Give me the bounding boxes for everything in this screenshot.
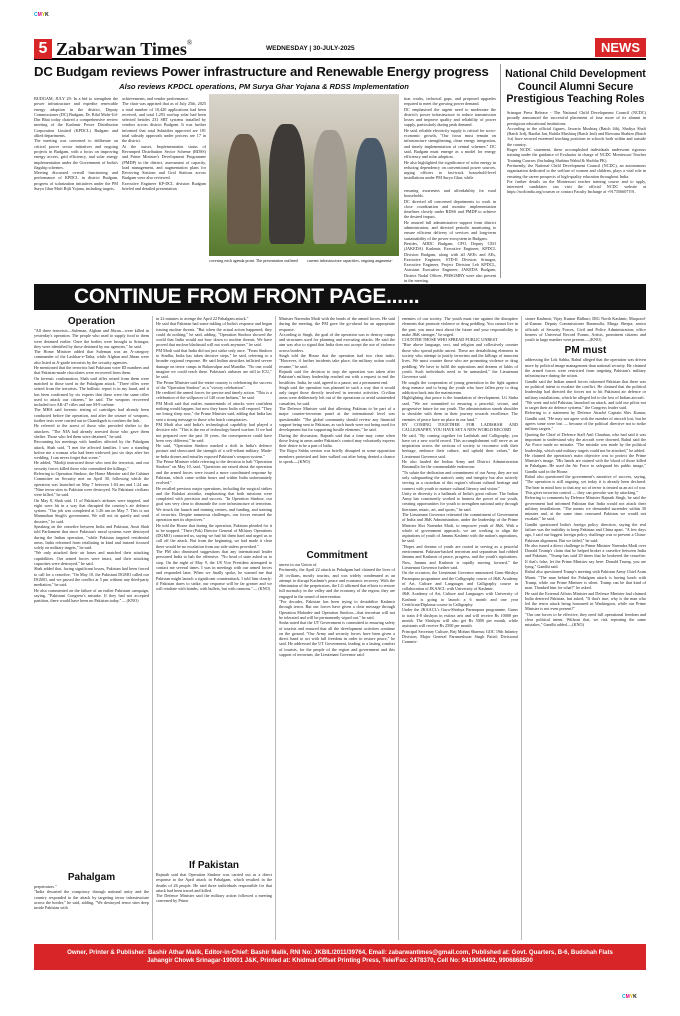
photo-person-4 xyxy=(355,138,387,244)
main-story-col2: achievements, and vendor performance. The chair was apprised that as of July 25th, 2025 a total number of 10,420 applications had been received, and total 1,293 rooftop solar had been selected besides 231 SRT systems installed by vendors across district Budgam. It was further informed that total Subsidies approved are 181 total subsidy approvals under process are 17 in the district. At the outset, Implementation status of Revamped Distribution Sector Scheme (RDSS) and Prime Minister's Development Programme (PMDP) in the district, assessment of capacity, load management, and augmentation plans for Receiving Stations and Grid Stations across Budgam were also reviewed. Executive Engineer KP-DCL division Budgam briefed and detailed presentation xyxy=(122,96,206,192)
photo-person-3 xyxy=(313,130,347,244)
column-rule xyxy=(500,64,501,278)
photo-person-1 xyxy=(227,134,261,244)
continued-col2 xyxy=(156,316,272,940)
pahalgam-body: perpetrators." "India thwarted the conspiracy through national unity and the country responded to the attack by targeting terror infrastructure across the border," he said, adding, "We destroyed terror sites deep inside Pakistan with xyxy=(34,884,149,911)
registration-marks-top xyxy=(34,12,49,18)
main-story-col3-right xyxy=(404,96,496,284)
sidebar-body: Srinagar Press Release - The National Child Development Council (NCDC) proudly announced the successful placement of four more of its alumni in prestigious educational institutions. According to the official figures, Jawaria Mushtaq (Batch 4th), Shafiya Shafi (Batch 3rd), Bazilat Jan, Rahila Mushtaq (Batch 2nd) and Rizwana Shahim (Batch 1st) have secured esteemed teaching positions in schools both within and outside the country. Roger NCDC statement, these accomplished individuals underwent rigorous training under the guidance of Evaluator in charge of NCDC Montessori Teacher Training Courses (Including Shabina Wahid & Shobha PK). Pertinently, the National Child Development Council (NCDC), an autonomous organization dedicated to the welfare of women and children, plays a vital role in ensuring the career prospects of high-quality education throughout India. For further details on the Montessori teacher training course and to apply, interested candidates can visit the official NCDC website at https://ncdcindia.org/courses or contact Faculty Incharge at +917356607191. xyxy=(507,110,646,195)
operation-body: "All three terrorists—Suleman, Afghan and Jibran—were killed in yesterday's operation. The people who used to supply food to them were detained earlier. Once the bodies were brought to Srinagar, they were identified by those detained by our agencies," he said. The Home Minister added that Suleman was an A-category commander of the Lashkar-e-Taiba, while Afghan and Jibran were also listed as A-grade terrorists by the security agencies. He mentioned that the terrorists had Pakistani voter ID numbers and that Pakistan-made chocolates were recovered from them. On forensic confirmation, Shah said rifles seized from them were matched to those used in the Pahalgam attack. "Three rifles were seized from the terrorists. The ballistic report is in my hand, and it has been confirmed by six experts that these were the same rifles used to attack our citizens," he said. The weapons recovered included two AK-47 rifles and one M-9 carbine. The MHA said forensic testing of cartridges had already been conducted before the operation, and after the seizure of weapons, further tests were carried out in Chandigarh to confirm the link. He referred to the arrest of those who provided shelter to the attackers. "The NIA had already arrested those who gave them shelter. Those who fed them were detained," he said. Recounting his meetings with families affected by the Pahalgam attack, Shah said, "I met the affected families. I saw a standing before me a woman who had been widowed just six days after her wedding. I can never forget that scene." He added, "Modiji instructed those who sent the terrorists, and our security forces killed those who committed the killings." Referring to Operation Sindoor, the Home Minister said the Cabinet Committee on Security met on April 30, following which the operation was launched on May 7 between 1:04 am and 1:24 am. "Nine terror sites in Pakistan were destroyed. No Pakistani civilians were killed," he said. On May 8, Shah said, 11 of Pakistan's airbases were targeted, and eight were hit in a way that disrupted the country's air defence system. "Our job was completed at 1:26 am on May 7. This is not Manmohan Singh's government. We will not sit quietly and send dossiers," he said. Speaking on the ceasefire between India and Pakistan, Amit Shah told Parliament that since Pakistan's naval systems were destroyed during the Indian operation, "while Pakistan targeted residential areas, India refrained from retaliating in kind and instead focused solely on military targets," he said. "We only attacked their air bases and matched their attacking capabilities. Our armed forces were intact, and their attacking capacities were destroyed," he said. Shah added that, facing significant losses, Pakistan had been forced to call for a ceasefire. "On May 10, the Pakistani DGMO called our DGMO, and we passed the conflict at 5 pm without any third-party mediation," he said. He also commented on the failure of an earlier Pakistani campaign, saying, "Pakistani Congress's mistake. If they had not accepted partition, there would have been no Pakistan today."— (KNO) xyxy=(34,328,149,604)
operation-heading: Operation xyxy=(67,316,116,327)
main-story-col4: ensuring awareness and affordability for rural households. DC directed all concerned departments to work in close coordination and monitor implementation timelines closely under RDSS and PMDP to achieve the desired impact. He assured full administrative support from district administration, and directed periodic monitoring to ensure efficient delivery of services and long-term sustainability of the power ecosystem in Budgam. Besides, ADDC Budgam, CPO, Deputy CEO (JAKEDA) Kashmir, Executive Engineer, KPDCL Division Budgam, along with all AEEs and AEs, Executive Engineer, STD-II Division Srinagar, Executive Engineer, Project Division Leh KPDCL, Assistant Executive Engineer, JAKEDA Budgam, District Nodal Officer, PMSGMBY were also present in the meeting. xyxy=(404,188,496,284)
page-number: 5 xyxy=(34,39,52,59)
pahalgam-heading: Pahalgam xyxy=(67,872,116,883)
caption-part-b: current infrastructure capacities, ongoing augmenta- xyxy=(307,258,393,263)
commitment-heading: Commitment xyxy=(306,550,368,561)
continued-col5 xyxy=(525,316,646,940)
pm-speech-body: in 22 minutes to avenge the April 22 Pahalgam attack." He said that Pakistan had some inkling of India's response and began issuing nuclear threats. "But when the actual action happened, they could do nothing," he said, adding, "Operation Sindoor showed the world that India would not bow down to nuclear threats. We have proved that nuclear blackmail will not work anymore," he said. PM Modi said that India did not just strike only once. "From Sindoor to Sindhu, India has taken decisive steps," he said, referring to a broader regional response. He said Indian airstrikes inflicted severe damage on terror camps in Bahawalpur and Muridke. "No one could imagine we could reach there. Pakistan's airbases are still in ICU," he said. The Prime Minister said the entire country is celebrating the success of the "Operation Sindoor" as a "victory celebration". He credited the armed forces for precise and timely action. "This is a celebration of the willpower of 140 crore Indians," he said. PM Modi said that earlier, masterminds of attacks were confident nothing would happen, but now they know India will respond. "They are losing sleep now," the Prime Minister said, adding that India has sent a strong message to those who hatch conspiracies. PM Modi also said India's technological capability had played a decisive role. "This is the era of technology-based warfare. If we had not prepared over the past 10 years, the consequences could have been very different," he said. He said, "Operation Sindoor marked a shift in India's defence posture and showcased the strength of a self-reliant military. Made-in-India drones and missiles exposed Pakistan's weapon system." The Prime Minister while referring to the decision to halt "Operation Sindoor" on May 10, said, "Questions are raised about the operation and the armed forces were issued a more coordinated response by Pakistan, which came within hours and within India unfortunately evolved." He recalled previous major operations, including the surgical strikes and the Balakot airstrike, emphasising that both missions were completed with precision and success. "In Operation Sindoor, our goal was very clear to dismantle the core infrastructure of terrorism. We struck the launch and training centres, and funding, and training of terrorists. Despite numerous challenges, our forces ensured the operation met its objectives." He told the House that during the operation, Pakistan pleaded for it to be stopped. "Their (Pak) Director General of Military Operations (DGMO) contacted us, saying we had hit them hard and urged us to call off the attack. But from the beginning, we had made it clear there would be no escalation from our side unless provoked." The PM also dismissed suggestions that any international leader pressured India to halt the offensive. "No head of state asked us to stop. On the night of May 9, the US Vice President attempted to contact me several times. I was in meetings with our armed forces and responded later. When we finally spoke, he warned me that Pakistan might launch a significant counterattack. I told him clearly: if Pakistan dares to strike, our response will be far greater and we will retaliate with bombs, with bullets, but with cannons."— (KNO) xyxy=(156,316,272,592)
main-headline: DC Budgam reviews Power infrastructure and Renewable Energy progress xyxy=(34,64,489,79)
dateline: WEDNESDAY | 30-JULY-2025 xyxy=(266,45,355,52)
registration-marks-bottom xyxy=(622,994,637,1000)
photo-person-2 xyxy=(269,124,305,244)
divider-2 xyxy=(275,316,276,940)
main-story-col3-text: tion works, technical gaps, and proposed upgrades required to meet the growing power demand. DC emphasised the urgent need to modernize the district's power infrastructure to reduce transmission losses and improve quality and reliability of power supply, particularly during peak demand. He said, reliable electricity supply is critical for socio-economic growth, "Our focus must remain on infrastructure strengthening, clean energy integration, and timely implementation of central schemes." DC said, Budgam must emerge as a model for energy efficiency and solar adoption. He also highlighted the significance of solar energy in reducing dependency on conventional power sources, urging officers to fast-track household-level installations under PM Surya Ghar, while xyxy=(404,96,496,181)
masthead-title: Zabarwan Times xyxy=(56,39,187,59)
page-header xyxy=(34,38,646,60)
imprint-line-1: Owner, Printer & Publisher: Bashir Athar Malik, Editor-in-Chief: Bashir Malik, RNI No: JKBIL/2011/39764, Email: zabarwantimes@gmail.com, Published at: Govt. Quarters, B-6, Budshah Flats xyxy=(67,949,613,956)
divider-1 xyxy=(152,316,153,940)
section-badge: NEWS xyxy=(595,38,646,57)
main-subheadline: Also reviews KPDCL operations, PM Surya Ghar Yojana & RDSS Implementation xyxy=(119,82,409,91)
sidebar-headline: National Child Development Council Alumni Secure Prestigious Teaching Roles xyxy=(505,68,646,105)
continued-col1 xyxy=(34,316,149,940)
mark-c: C xyxy=(34,12,38,18)
news-photo xyxy=(209,94,399,256)
imprint-footer xyxy=(34,944,646,970)
continued-col3 xyxy=(279,316,395,940)
lg-continuation-body: sioner Kashmir, Vijay Kumar Bidhuri; DIG North Kashmir, Maqsood-ul-Zaman; Deputy Commissioner Baramulla, Minga Sherpa; senior officials of Security Forces, Civil and Police Administration; office bearers of Universal Record Forum, Artists, prominent citizens and youth in large number were present.—(KNO) xyxy=(525,316,646,343)
commitment-body: unrest in our Union of. Pertinently, the April 22 attack in Pahalgam had claimed the lives of 26 civilians, mostly tourists, and was widely condemned as an attempt to disrupt Kashmir's peace and economic recovery. With the elimination of the perpetrators, the LG affirmed that efforts to restore full normalcy in the valley and the economy of the region, they are engaged in the sound of intervention. "For decades, Pakistan has been trying to destabilise Kashmir through terror. But our forces have given a clear message through Operation Mahadev and Operation Sindoor—that terrorism will not be tolerated and will be permanently wiped out," he said. Sinha noted that the UT Government is committed to ensuring safety of tourists and ensured that all the development activities continue on the ground. "Our Army and security forces have been given a direct hand to act with full freedom in order to restore peace," he said. He addressed the UT Government, leading to a lasting comfort of tourists, for the people of the region and government and this support of terrorism, the Lieutenant Governor said. xyxy=(279,562,396,658)
rajnath-body: Minister Narendra Modi with the heads of the armed forces. He said during the meeting, the PM gave the go-ahead for an appropriate response. According to Singh, the goal of the operation was to destroy camps and structures used for planning and executing attacks. He said the aim was also to signal that India does not accept the use of violence across borders. Singh told the House that the operation had two clear tasks. "However, if further incidents take place, the military action could resume," he said. Rajnath said the decision to stop the operation was taken after Pakistan's military leadership reached out with a request to end the hostilities. India, he said, agreed to a pause, not a permanent end. Singh said the operation was planned in such a way that it would only target those directly involved in terrorist activities. Civilian areas were deliberately left out of the operations to avoid unintended casualties, he said. The Defence Minister said that allowing Pakistan to be part of a major counter-terrorism panel at the international level was questionable. "The global community should review any financial support being sent to Pakistan, as such funds were not being used for development but for supporting hostile elements," he said. During the discussion, Rajnath said that a time may come when those living in areas under Pakistan's control may voluntarily express their desire to be a part of India. The Rajya Sabha session was briefly disrupted as some opposition members protested and later walked out after being denied a chance to speak.—(KNO) xyxy=(279,316,396,465)
mark-c-bottom: C xyxy=(622,994,626,1000)
pm-must-heading: PM must xyxy=(564,345,607,357)
if-pakistan-heading: If Pakistan xyxy=(188,860,240,871)
mark-k-bottom: K xyxy=(633,994,637,1000)
pm-must-body: addressing the Lok Sabha, Rahul alleged that the operation was driven more by political image management than national security. He claimed the armed forces were restricted from targeting Pakistan's military infrastructure during the action. Gandhi said the Indian armed forces informed Pakistan that there was no political intent to escalate the conflict. He claimed that the political leadership had directed the forces not to hit Pakistani air defence or military installations, which he alleged led to the loss of Indian aircraft. "We went and told Pakistan, launched an attack, and told our pilots not to target their air defence systems," the Congress leader said. Referring to a statement by Defence Attaché Captain Shiv Kumar, Gandhi said, "He may not agree with the number of aircraft lost, but he agrees some were lost — because of the political directive not to strike military targets." Quoting the Chief of Defence Staff Anil Chauhan, who had said it was important to understand why the aircraft were downed, Rahul said the Air Force made no mistake. "The mistake was made by the political leadership, which said military targets could not be attacked," he added. He claimed the operation's main objective was to protect the Prime Minister's image. "His hands are stained with the blood of those killed in Pahalgam. He used the Air Force to safeguard his public image," Gandhi said in the House. Rahul also questioned the government's narrative of success, saying, "The operation is still ongoing, yet today it is already been declared. The bear in mind how to that any act of terror is treated as an act of war. This gives terrorists control — they can provoke war by attacking." Referring to comments by Defence Minister Rajnath Singh, he said the government had informed Pakistan that India would not attack their military installations. "The means we demanded surrender within 30 minutes and, at the same time, reassured Pakistan we would not escalate," he said. Gandhi questioned India's foreign policy direction, saying the real failure was the inability to keep Pakistan and China apart. "A few days ago, I said our biggest foreign policy challenge was to prevent a China-Pakistan alignment. But we failed," he said. He also issued a direct challenge to Prime Minister Narendra Modi over Donald Trump's claim that he helped broker a ceasefire between India and Pakistan. "Trump has said 29 times that he brokered the ceasefire. If that's false, let the Prime Minister say here: Donald Trump, you are lying," Gandhi said. Rahul also questioned Trump's meeting with Pakistan Army Chief Asim Munir. "The man behind the Pahalgam attack is having lunch with Trump, while our Prime Minister is silent. Trump can be that kind of man. Thanked him for what?" he asked. He said the External Affairs Minister and Defence Minister had claimed India deterred Pakistan, but asked, "If that's true, why is the man who led the terror attack being honoured in Washington, while our Prime Minister is not even present?" "Our one forces to be effective, they need full operational freedom and clear political intent. Without that, we risk repeating the same mistakes," Gandhi added.—(KNO) xyxy=(525,357,646,628)
masthead xyxy=(56,39,192,60)
masthead-trademark: ® xyxy=(186,39,193,47)
mark-k: K xyxy=(45,12,49,18)
divider-4 xyxy=(521,316,522,940)
main-story-col1: BUDGAM, JULY 29: In a bid to strengthen the power infrastructure and expedite renewable energy adoption in the district, Deputy Commissioner (DC) Budgam, Dr. Bilal Mohi-Ud-Din Bhat today chaired a comprehensive review meeting of the Kashmir Power Distribution Corporation Limited (KPDCL) Budgam and allied departments. The meeting was convened to deliberate on critical power sector initiatives and ongoing projects in Budgam, with a focus on improving energy access, grid efficiency, and solar energy implementation under the Government of India's flagship schemes. Meeting discussed overall functioning and performance of KPDCL in district Budgam, progress of solarization initiatives under the PM Surya Ghar Muft Bijli Yojana, including targets, xyxy=(34,96,118,192)
mark-m: M xyxy=(37,12,42,18)
imprint-line-2: Jahangir Chowk Srinagar-190001 J&K, Printed at: Khidmat Offset Printing Press, Tele/Fax: 2478370, Cell No: 9419004492, 9906868500 xyxy=(147,957,533,964)
caption-part-a: covering each agenda point. The presentation outlined xyxy=(209,258,298,263)
continued-col4: enemies of our society. The youth must rise against the disruptive elements that promote violence or drug peddling. You cannot live in the past; you must trust about the future and your responsibility to make J&K stronger," he urged. COUNTER THOSE WHO SPREAD PUBLIC UNREST "Rise above language, sect, and religion and collectively counter those who spread public unrest. These are destabilising elements in society who attempt to justify terrorism and the killings of innocent lives. We must counter those who are promoting violence or drug peddling. We have to fulfil the aspirations and dreams of lakhs of youth. Such individuals need to be unmasked," the Lieutenant Governor said. He sought the cooperation of young generation in the fight against drug menace and to bring the youth who have fallen prey to drug addiction back into the mainstream. Highlighting that peace is the foundation of development, LG Sinha said, "We are committed to ensuring a peaceful, secure, and progressive future for our youth. The administration stands shoulder to shoulder with them in their journey towards excellence. The enemies of peace have no place in our land." BY COMING TOGETHER FOR LADISHAH AND CALLIGRAPHY, YOU HAVE SET A NEW WORLD RECORD He said, "By coming together for Ladishah and Calligraphy, you have set a new world record. This accomplishment will serve as an inspiration across the sections of society to reconnect with their heritage, embrace their culture, and uphold their values," the Lieutenant Governor said. He also lauded the Indian Army and District Administration Baramulla for the commendable endeavour. "To salute the dedication and commitment of our Army, they are not only safeguarding the nation's unity and integrity but also actively serving as a custodian of this region's vibrant cultural heritage and connect with youth to nurture cultural literacy and vision." Unity in diversity is a hallmark of India's great culture. The Indian Army has consistently worked to harness the power of our youth, creating opportunities for youth to strengthen national unity through literature, music, art, and sports," he said. The Lieutenant Governor reiterated the commitment of Government of India and J&K Administration, under the leadership of the Prime Minister Shri Narendra Modi, to empower youth of J&K. With a whole of government approach, we are working to align the aspirations of youth of Jammu Kashmir with the nation's aspirations, he said. "Hopes and dreams of youth are rooted in serving as a peaceful environment. Pakistan-backed terrorism and separatism had robbed Jammu and Kashmir of peace, progress, and the youth's aspirations. Now, Jammu and Kashmir is rapidly moving forward," the Lieutenant Governor further said. On the occasion, the Lieutenant Governor announced Guru-Shishya Parampara programme and the Calligraphy course of J&K Academy of Art, Culture and Languages and Calligraphy course in collaboration of JKAACL with University of Kashmir. J&K Academy of Art, Culture and Languages with University of Kashmir is going to launch a 6 month and one year Certificate/Diploma course in Calligraphy. Under the JKAACL's Guru-Shishya Parampara programme, Gurus to train 4-8 shishyas in extinct arts and will receive Rs 10000 per month. The Shishyas will also get Rs 5000 per month, while assistants will receive Rs 2500 per month. Principal Secretary Culture, Brij Mohan Sharma; GOC 19th Infantry Division, Major General Parameshwar Singh Patial; Divisional Commis- xyxy=(402,316,518,645)
mark-y: Y xyxy=(41,12,46,18)
divider-3 xyxy=(398,316,399,940)
photo-caption xyxy=(209,258,399,263)
mark-m-bottom: M xyxy=(625,994,630,1000)
if-pakistan-body: Rajnath said that Operation Sindoor was carried out as a direct response to the April attack in Pahalgam, which resulted in the deaths of 26 people. He said three individuals responsible for that attack had been traced and killed. The Defence Minister said the military action followed a meeting convened by Prime xyxy=(156,872,272,904)
mark-y-bottom: Y xyxy=(629,994,634,1000)
continued-banner: CONTINUE FROM FRONT PAGE...... xyxy=(34,284,646,310)
